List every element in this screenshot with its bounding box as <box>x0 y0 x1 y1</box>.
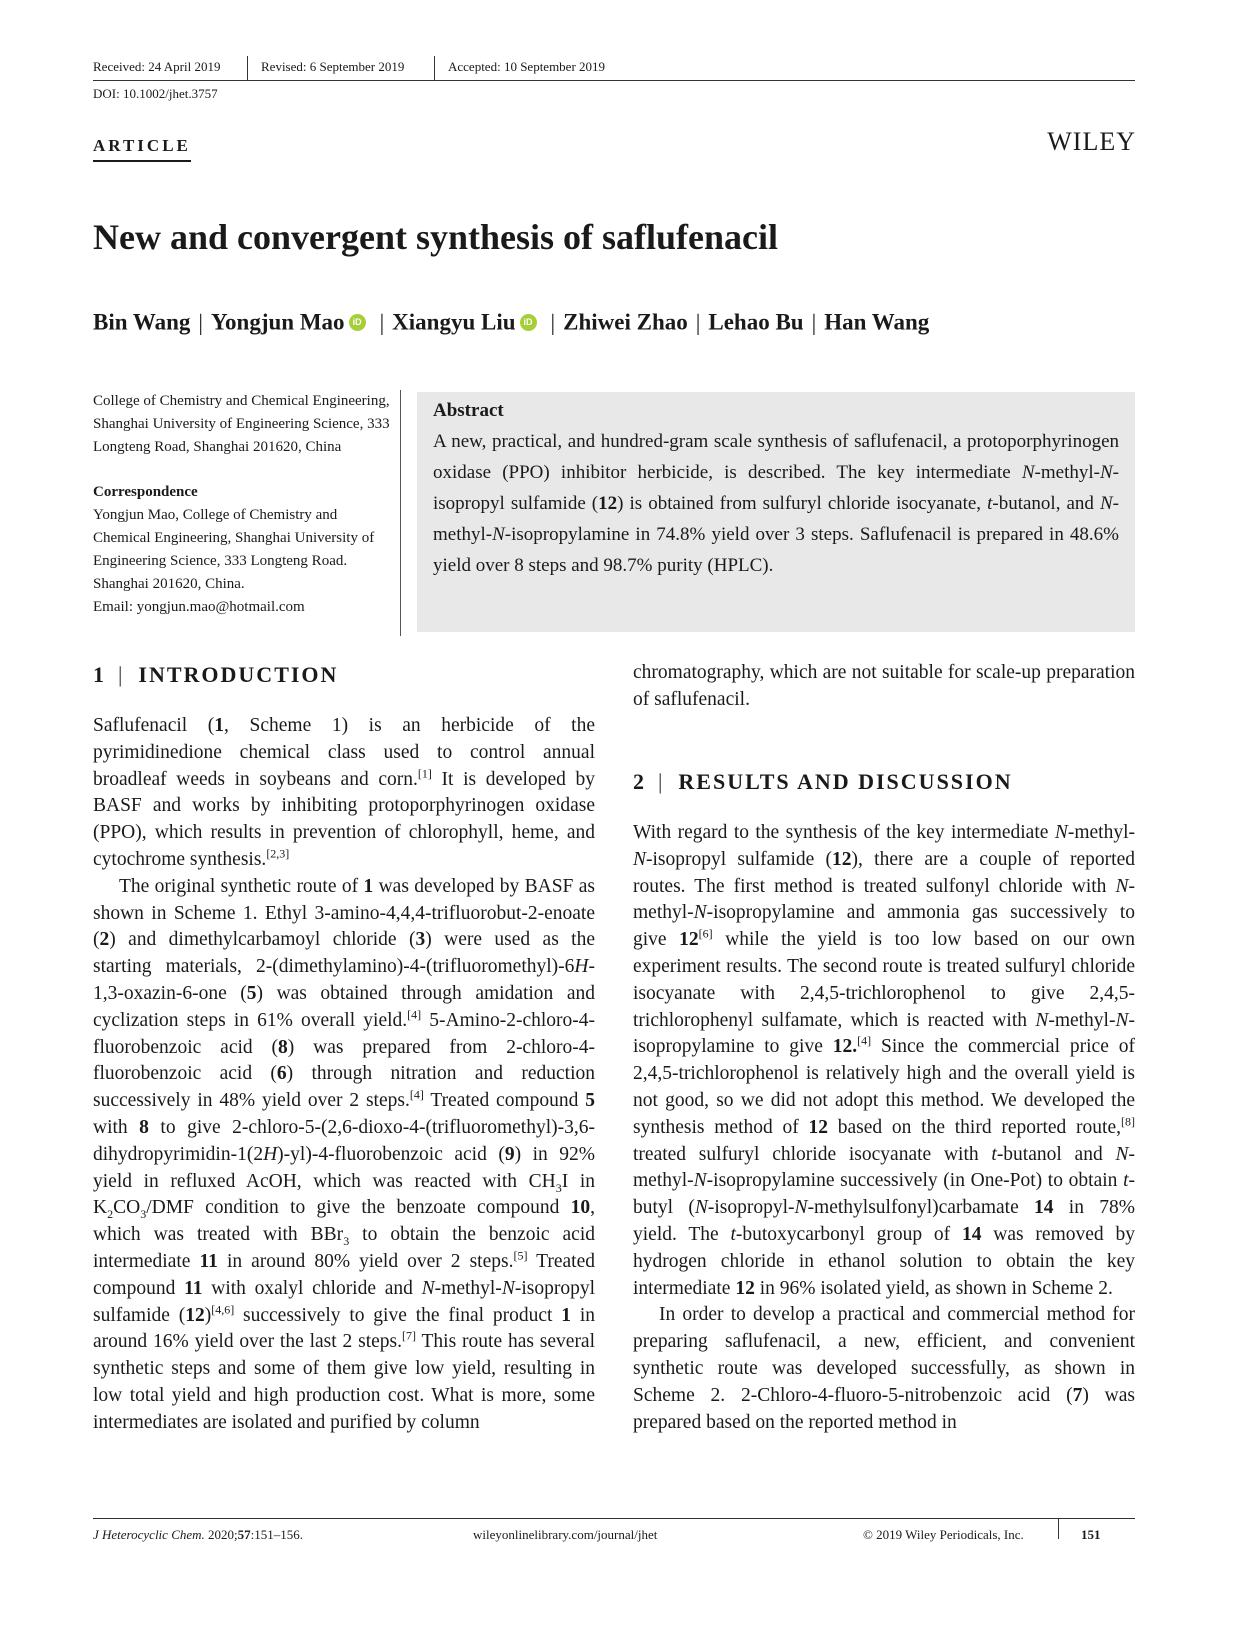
doi[interactable]: DOI: 10.1002/jhet.3757 <box>93 86 218 101</box>
introduction-body <box>93 713 595 1437</box>
divider <box>1058 1519 1059 1539</box>
section-number: 1 <box>93 662 106 687</box>
revised-date: Revised: 6 September 2019 <box>261 59 405 74</box>
paragraph: In order to develop a practical and commercial method for preparing saflufenacil, a new, efficient, and convenient synthetic route was developed successfully, as shown in Scheme 2. 2-Chloro-4-fluoro-5-nitrobenzoic acid (7) was prepared based on the reported method in <box>633 1304 1135 1433</box>
correspondence-heading: Correspondence <box>93 484 198 500</box>
affiliation-address: College of Chemistry and Chemical Engineering, Shanghai University of Engineering Science, 333 Longteng Road, Shanghai 201620, China <box>93 393 390 455</box>
journal-citation: J Heterocyclic Chem. 2020;57:151–156. <box>93 1527 304 1542</box>
author-separator: | <box>379 309 385 335</box>
copyright: © 2019 Wiley Periodicals, Inc. <box>863 1527 1024 1542</box>
paragraph: With regard to the synthesis of the key intermediate N-methyl-N-isopropyl sulfamide (12), there are a couple of reported routes. The first method is treated sulfonyl chloride with N-methyl-N-isopropylamine and ammonia gas successively to give 12[6] while the yield is too low based on our own experiment results. The second route is treated sulfuryl chloride isocyanate with 2,4,5-trichlorophenol to give 2,4,5-trichlorophenyl sulfamate, which is reacted with N-methyl-N-isopropylamine to give 12.[4] Since the commercial price of 2,4,5-trichlorophenol is relatively high and the overall yield is not good, so we did not adopt this method. We developed the synthesis method of 12 based on the third reported route,[8] treated sulfuryl chloride isocyanate with t-butanol and N-methyl-N-isopropylamine successively (in One-Pot) to obtain t-butyl (N-isopropyl-N-methylsulfonyl)carbamate 14 in 78% yield. The t-butoxycarbonyl group of 14 was removed by hydrogen chloride in ethanol solution to obtain the key intermediate 12 in 96% isolated yield, as shown in Scheme 2. <box>633 822 1135 1299</box>
paragraph: The original synthetic route of 1 was developed by BASF as shown in Scheme 1. Ethyl 3-amino-4,4,4-trifluorobut-2-enoate (2) and dimethylcarbamoyl chloride (3) were used as the starting materials, 2-(dimethylamino)-4-(trifluoromethyl)-6H-1,3-oxazin-6-one (5) was obtained through amidation and cyclization steps in 61% overall yield.[4] 5-Amino-2-chloro-4-fluorobenzoic acid (8) was prepared from 2-chloro-4-fluorobenzoic acid (6) through nitration and reduction successively in 48% yield over 2 steps.[4] Treated compound 5 with 8 to give 2-chloro-5-(2,6-dioxo-4-(trifluoromethyl)-3,6-dihydropyrimidin-1(2H)-yl)-4-fluorobenzoic acid (9) in 92% yield in refluxed AcOH, which was reacted with $CH_3I$ in $K_2CO_3$/DMF condition to give the benzoate compound 10, which was treated with BBr$_3$ to obtain the benzoic acid intermediate 11 in around 80% yield over 2 steps.[5] Treated compound 11 with oxalyl chloride and N-methyl-N-isopropyl sulfamide (12)[4,6] successively to give the final product 1 in around 16% yield over the last 2 steps.[7] This route has several synthetic steps and some of them give low yield, resulting in low total yield and high production cost. What is more, some intermediates are isolated and purified by column <box>93 875 596 1433</box>
divider <box>247 56 248 80</box>
section-title: RESULTS AND DISCUSSION <box>678 769 1013 794</box>
section-bar: | <box>658 769 665 794</box>
author: Han Wang <box>824 309 930 335</box>
author-separator: | <box>811 309 817 335</box>
paper-title: New and convergent synthesis of saflufenacil <box>93 217 778 257</box>
abstract-box <box>417 392 1135 632</box>
paragraph: chromatography, which are not suitable for scale-up preparation of saflufenacil. <box>633 662 1135 710</box>
author-separator: | <box>695 309 701 335</box>
header-dates <box>93 56 1135 81</box>
abstract-text: A new, practical, and hundred-gram scale synthesis of saflufenacil, a protoporphyrinogen oxidase (PPO) inhibitor herbicide, is described. The key intermediate N-methyl-N-isopropyl sulfamide (12) is obtained from sulfuryl chloride isocyanate, t-butanol, and N-methyl-N-isopropylamine in 74.8% yield over 3 steps. Saflufenacil is prepared in 48.6% yield over 8 steps and 98.7% purity (HPLC). <box>433 431 1119 576</box>
section-heading-results <box>633 769 1013 795</box>
affiliation-block <box>93 390 393 619</box>
author-list <box>93 308 929 336</box>
affiliation-divider <box>400 390 401 636</box>
author-separator: | <box>550 309 556 335</box>
orcid-icon[interactable]: iD <box>349 314 366 331</box>
article-type: ARTICLE <box>93 136 191 162</box>
author: Yongjun Mao <box>211 309 345 335</box>
section-bar: | <box>118 662 125 687</box>
divider <box>434 56 435 80</box>
page-number: 151 <box>1081 1527 1101 1542</box>
journal-url[interactable]: wileyonlinelibrary.com/journal/jhet <box>473 1527 658 1542</box>
author: Zhiwei Zhao <box>563 309 688 335</box>
author: Xiangyu Liu <box>392 309 516 335</box>
section-title: INTRODUCTION <box>138 662 339 687</box>
publisher-logo: WILEY <box>1047 127 1136 156</box>
correspondence-text: Yongjun Mao, College of Chemistry and Chemical Engineering, Shanghai University of Engineering Science, 333 Longteng Road. Shanghai 201620, China. <box>93 507 375 592</box>
paragraph: Saflufenacil (1, Scheme 1) is an herbicide of the pyrimidinedione chemical class used to control annual broadleaf weeds in soybeans and corn.[1] It is developed by BASF and works by inhibiting protoporphyrinogen oxidase (PPO), which results in prevention of chlorophyll, heme, and cytochrome synthesis.[2,3] <box>93 715 596 870</box>
introduction-continuation <box>633 660 1135 714</box>
orcid-icon[interactable]: iD <box>520 314 537 331</box>
abstract-heading: Abstract <box>433 400 504 421</box>
accepted-date: Accepted: 10 September 2019 <box>448 59 606 74</box>
author: Lehao Bu <box>708 309 804 335</box>
section-heading-introduction <box>93 662 338 688</box>
page-footer <box>93 1518 1135 1545</box>
section-number: 2 <box>633 769 646 794</box>
received-date: Received: 24 April 2019 <box>93 59 221 74</box>
correspondence-email[interactable]: Email: yongjun.mao@hotmail.com <box>93 599 305 615</box>
results-body <box>633 820 1135 1436</box>
author-separator: | <box>198 309 203 335</box>
author: Bin Wang <box>93 309 191 335</box>
